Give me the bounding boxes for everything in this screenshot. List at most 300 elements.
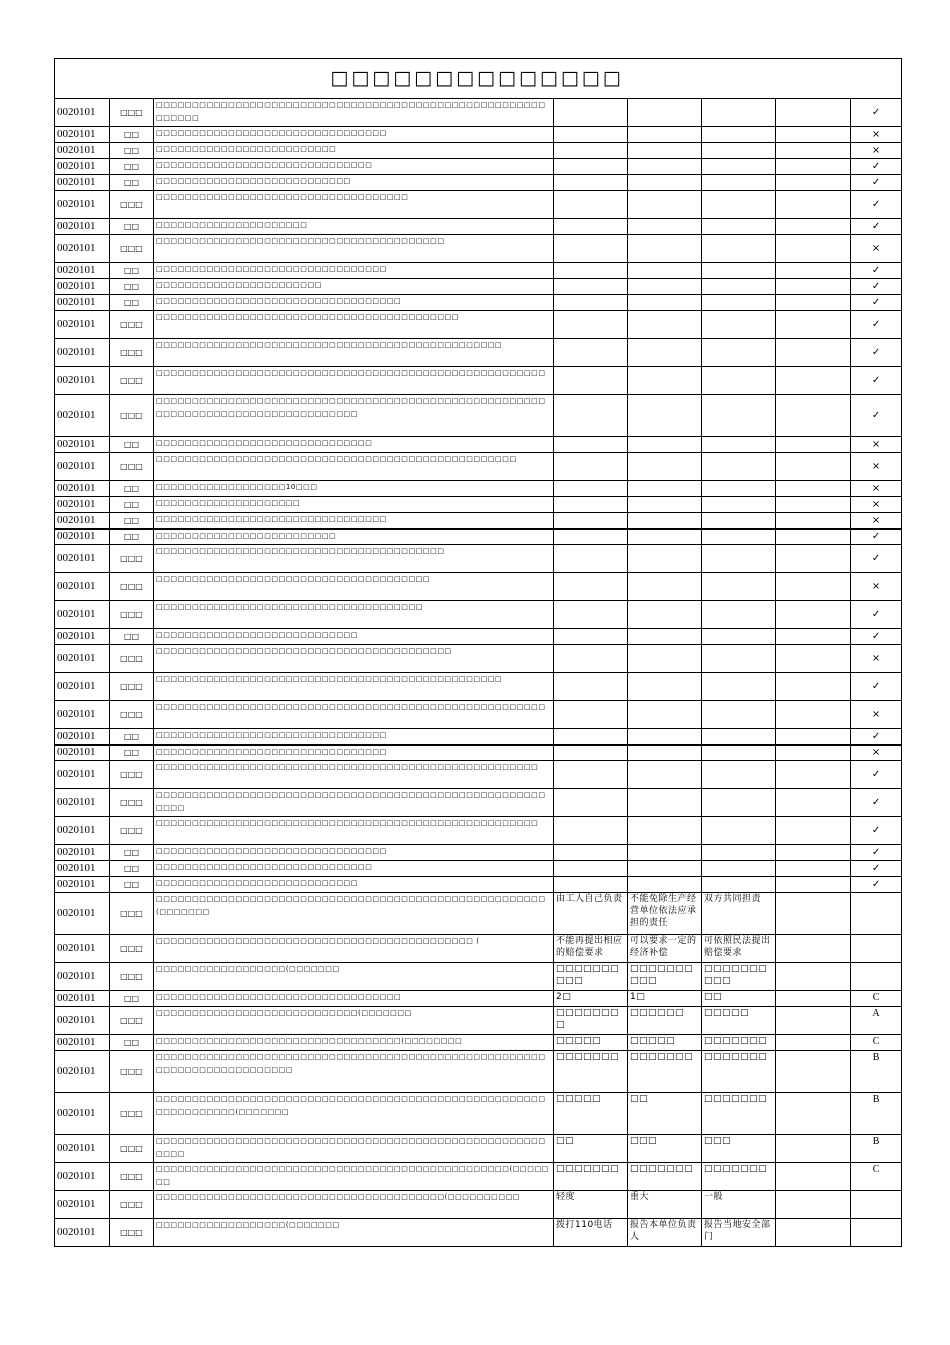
option-d: [776, 339, 851, 367]
option-d: [776, 143, 851, 159]
option-a: [554, 817, 628, 845]
question-code: 0020101: [55, 295, 110, 311]
table-row: [55, 1093, 902, 1135]
option-a: □□□□□: [554, 1035, 628, 1051]
option-b: □□□: [628, 1135, 702, 1163]
question-type: □□□: [110, 339, 154, 367]
option-a: [554, 367, 628, 395]
option-b: 1□: [628, 991, 702, 1007]
question-type: □□□: [110, 99, 154, 127]
option-c: [702, 191, 776, 219]
question-text: □□□□□□□□□□□□□□□□□□□□□□□□□□□□□□□□□□□□□□□□□□□□ (: [154, 935, 554, 963]
option-b: [628, 761, 702, 789]
option-d: [776, 861, 851, 877]
option-d: [776, 1135, 851, 1163]
answer-mark: ✓: [851, 295, 902, 311]
option-d: [776, 437, 851, 453]
option-a: [554, 395, 628, 437]
option-d: [776, 263, 851, 279]
answer-mark: B: [851, 1093, 902, 1135]
answer-mark: ×: [851, 745, 902, 761]
question-code: 0020101: [55, 1035, 110, 1051]
option-b: 可以要求一定的经济补偿: [628, 935, 702, 963]
option-b: □□: [628, 1093, 702, 1135]
question-text: □□□□□□□□□□□□□□□□□□□□□□□□□□□□□□□□□□□□□□□□□□□□□□□□□□□□□□□□□□□□: [154, 99, 554, 127]
answer-mark: ✓: [851, 367, 902, 395]
question-code: 0020101: [55, 99, 110, 127]
question-type: □□□: [110, 1051, 154, 1093]
question-type: □□□: [110, 935, 154, 963]
table-row: [55, 729, 902, 745]
table-row: [55, 845, 902, 861]
answer-mark: ✓: [851, 729, 902, 745]
option-c: [702, 529, 776, 545]
table-row: [55, 127, 902, 143]
option-b: [628, 817, 702, 845]
question-type: □□□: [110, 1163, 154, 1191]
question-type: □□□: [110, 191, 154, 219]
question-text: □□□□□□□□□□□□□□□□□□□□□□□□□□□□□□□□: [154, 729, 554, 745]
table-row: [55, 673, 902, 701]
question-code: 0020101: [55, 629, 110, 645]
option-b: [628, 645, 702, 673]
option-c: [702, 453, 776, 481]
option-a: [554, 497, 628, 513]
option-c: □□□: [702, 1135, 776, 1163]
table-row: [55, 437, 902, 453]
option-b: [628, 395, 702, 437]
option-d: [776, 963, 851, 991]
question-text: □□□□□□□□□□□□□□□□□□□□□□□□□□□□□□□□□□□□□□□□□□□□□□□□□□□□□□□□□□□□□□□□□□□□□□□□□□□□□□□□□□: [154, 395, 554, 437]
question-code: 0020101: [55, 1135, 110, 1163]
answer-mark: [851, 893, 902, 935]
answer-mark: ×: [851, 513, 902, 529]
option-c: [702, 295, 776, 311]
table-row: [55, 1051, 902, 1093]
option-c: [702, 143, 776, 159]
table-row: [55, 817, 902, 845]
table-row: [55, 481, 902, 497]
answer-mark: B: [851, 1135, 902, 1163]
option-a: [554, 159, 628, 175]
option-c: [702, 573, 776, 601]
option-c: [702, 159, 776, 175]
question-type: □□: [110, 175, 154, 191]
option-b: [628, 143, 702, 159]
option-a: 2□: [554, 991, 628, 1007]
question-code: 0020101: [55, 1163, 110, 1191]
option-a: [554, 175, 628, 191]
table-row: [55, 99, 902, 127]
question-text: □□□□□□□□□□□□□□□□□□□□□□□□□: [154, 143, 554, 159]
option-d: [776, 395, 851, 437]
option-d: [776, 1051, 851, 1093]
option-d: [776, 573, 851, 601]
question-text: □□□□□□□□□□□□□□□□□□□□□□□□□□□□□□□□□□□□□□□□□□□□□□□□□□□□□□: [154, 367, 554, 395]
question-code: 0020101: [55, 497, 110, 513]
table-row: [55, 453, 902, 481]
option-d: [776, 745, 851, 761]
option-d: [776, 295, 851, 311]
question-text: □□□□□□□□□□□□□□□□□□□□□□□□□□□□□□□□□□□□□□□□□□□□□□□□□□: [154, 453, 554, 481]
option-c: □□□□□□□□□□: [702, 963, 776, 991]
question-type: □□: [110, 219, 154, 235]
option-d: [776, 191, 851, 219]
question-code: 0020101: [55, 817, 110, 845]
option-a: [554, 295, 628, 311]
option-d: [776, 789, 851, 817]
question-text: □□□□□□□□□□□□□□□□□□□□□□□□□□□□□□□□□□□□□□□□(□□□□□□□□□□: [154, 1191, 554, 1219]
question-text: □□□□□□□□□□□□□□□□□□□□□□□□□□□□□□□□□□□□□□□□□□□□□□□□: [154, 339, 554, 367]
answer-mark: ✓: [851, 191, 902, 219]
answer-mark: ✓: [851, 877, 902, 893]
table-row: [55, 395, 902, 437]
table-row: [55, 143, 902, 159]
question-type: □□: [110, 513, 154, 529]
option-a: [554, 311, 628, 339]
option-b: [628, 513, 702, 529]
question-type: □□□: [110, 817, 154, 845]
question-text: □□□□□□□□□□□□□□□□□□□□□□□□□□□□□□□□: [154, 745, 554, 761]
option-a: 不能再提出相应的赔偿要求: [554, 935, 628, 963]
question-type: □□□: [110, 1135, 154, 1163]
option-b: [628, 339, 702, 367]
question-type: □□: [110, 529, 154, 545]
option-d: [776, 817, 851, 845]
table-row: [55, 601, 902, 629]
question-type: □□: [110, 845, 154, 861]
title-row: [55, 59, 902, 99]
option-a: [554, 481, 628, 497]
question-text: □□□□□□□□□□□□□□□□□□□□□□□□□□□□: [154, 877, 554, 893]
question-code: 0020101: [55, 861, 110, 877]
option-c: 一般: [702, 1191, 776, 1219]
option-a: [554, 701, 628, 729]
answer-mark: ✓: [851, 601, 902, 629]
question-type: □□: [110, 497, 154, 513]
option-a: [554, 789, 628, 817]
sheet-title: □□□□□□□□□□□□□□: [55, 59, 902, 99]
answer-mark: ✓: [851, 817, 902, 845]
question-code: 0020101: [55, 573, 110, 601]
option-c: [702, 629, 776, 645]
question-type: □□: [110, 279, 154, 295]
option-a: □□□□□□□: [554, 1051, 628, 1093]
option-c: [702, 219, 776, 235]
question-type: □□□: [110, 645, 154, 673]
question-type: □□□: [110, 601, 154, 629]
option-d: [776, 1219, 851, 1247]
option-c: 双方共同担责: [702, 893, 776, 935]
option-d: [776, 497, 851, 513]
question-code: 0020101: [55, 143, 110, 159]
option-b: [628, 845, 702, 861]
question-code: 0020101: [55, 311, 110, 339]
question-text: □□□□□□□□□□□□□□□□□□(□□□□□□□: [154, 963, 554, 991]
question-text: □□□□□□□□□□□□□□□□□□□□□□□□□□□□(□□□□□□□: [154, 1007, 554, 1035]
option-a: □□□□□□□: [554, 1163, 628, 1191]
question-text: □□□□□□□□□□□□□□□□□□□□□□□□□□□□□□: [154, 159, 554, 175]
answer-mark: ✓: [851, 263, 902, 279]
option-c: [702, 367, 776, 395]
question-type: □□: [110, 263, 154, 279]
question-code: 0020101: [55, 645, 110, 673]
option-d: [776, 481, 851, 497]
question-type: □□□: [110, 545, 154, 573]
option-b: [628, 191, 702, 219]
option-d: [776, 645, 851, 673]
question-type: □□: [110, 729, 154, 745]
question-text: □□□□□□□□□□□□□□□□□□□□□□□□□□□□□□□□□□□□□□□□□: [154, 645, 554, 673]
table-row: [55, 1135, 902, 1163]
option-b: [628, 295, 702, 311]
answer-mark: ✓: [851, 789, 902, 817]
option-b: [628, 437, 702, 453]
option-a: □□□□□: [554, 1093, 628, 1135]
option-b: [628, 629, 702, 645]
table-row: [55, 629, 902, 645]
option-d: [776, 1191, 851, 1219]
question-text: □□□□□□□□□□□□□□□□□□□□□□□□□: [154, 529, 554, 545]
question-code: 0020101: [55, 395, 110, 437]
table-row: [55, 159, 902, 175]
table-row: [55, 645, 902, 673]
question-code: 0020101: [55, 529, 110, 545]
option-c: □□□□□: [702, 1007, 776, 1035]
option-c: [702, 645, 776, 673]
question-text: □□□□□□□□□□□□□□□□□□□□□□□□□□□: [154, 175, 554, 191]
question-text: □□□□□□□□□□□□□□□□□□□□□: [154, 219, 554, 235]
question-code: 0020101: [55, 219, 110, 235]
question-text: □□□□□□□□□□□□□□□□□□□□□□□□□□□□□□□□□□□□□□□□□□□□□□□□□□□□□□□□□□□□□□□□□(□□□□□□□: [154, 1093, 554, 1135]
question-type: □□□: [110, 1219, 154, 1247]
question-code: 0020101: [55, 481, 110, 497]
question-text: □□□□□□□□□□□□□□□□□□□□□□□□□□□□□□□□□□□□□□□□□□□□□□□□□(□□□□□□□: [154, 1163, 554, 1191]
table-row: [55, 573, 902, 601]
option-c: □□□□□□□: [702, 1051, 776, 1093]
option-d: [776, 729, 851, 745]
question-code: 0020101: [55, 127, 110, 143]
option-b: 重大: [628, 1191, 702, 1219]
option-d: [776, 127, 851, 143]
table-row: [55, 529, 902, 545]
question-code: 0020101: [55, 159, 110, 175]
answer-mark: [851, 1219, 902, 1247]
option-a: [554, 191, 628, 219]
question-text: □□□□□□□□□□□□□□□□□□□□□□□□□□□□□□: [154, 861, 554, 877]
option-c: [702, 311, 776, 339]
option-b: □□□□□□□□□□: [628, 963, 702, 991]
table-row: [55, 513, 902, 529]
option-c: [702, 601, 776, 629]
question-type: □□□: [110, 963, 154, 991]
option-c: [702, 481, 776, 497]
option-d: [776, 529, 851, 545]
question-text: □□□□□□□□□□□□□□□□□□□□□□□□□□□□□□□□□□□□□□□□□□□□□□□□□□□□□: [154, 817, 554, 845]
question-code: 0020101: [55, 1051, 110, 1093]
option-b: □□□□□□□: [628, 1163, 702, 1191]
answer-mark: ×: [851, 437, 902, 453]
table-row: [55, 263, 902, 279]
table-row: [55, 1035, 902, 1051]
option-b: [628, 877, 702, 893]
option-d: [776, 1035, 851, 1051]
question-code: 0020101: [55, 279, 110, 295]
question-text: □□□□□□□□□□□□□□□□□□□□□□□□□□□□□□□□□□□□□□□□: [154, 235, 554, 263]
option-d: [776, 235, 851, 263]
question-text: □□□□□□□□□□□□□□□□□□□□□□□□□□□□□□□□: [154, 127, 554, 143]
question-type: □□□: [110, 701, 154, 729]
option-c: [702, 235, 776, 263]
answer-mark: ×: [851, 481, 902, 497]
option-c: [702, 673, 776, 701]
option-a: [554, 279, 628, 295]
table-row: [55, 235, 902, 263]
answer-mark: C: [851, 991, 902, 1007]
question-code: 0020101: [55, 545, 110, 573]
table-row: [55, 545, 902, 573]
answer-mark: ✓: [851, 545, 902, 573]
question-code: 0020101: [55, 893, 110, 935]
table-row: [55, 761, 902, 789]
question-text: □□□□□□□□□□□□□□□□□□□□□□□□□□□□□□□□□□□□□: [154, 601, 554, 629]
option-b: [628, 159, 702, 175]
answer-mark: ×: [851, 127, 902, 143]
question-text: □□□□□□□□□□□□□□□□□□□□□□□□□□□□□□□□□□□□□□□□□□□□□□□□□□□□□□: [154, 701, 554, 729]
question-type: □□□: [110, 367, 154, 395]
question-text: □□□□□□□□□□□□□□□□□□□□□□□□□□□□□□□□: [154, 845, 554, 861]
option-b: [628, 235, 702, 263]
question-code: 0020101: [55, 191, 110, 219]
table-row: [55, 861, 902, 877]
option-b: [628, 127, 702, 143]
option-b: [628, 99, 702, 127]
option-c: 可依照民法提出赔偿要求: [702, 935, 776, 963]
table-row: [55, 877, 902, 893]
option-a: [554, 263, 628, 279]
option-a: □□: [554, 1135, 628, 1163]
question-text: □□□□□□□□□□□□□□□□□□□□□□□□□□□□□□□□□□□□□□□□□□□□□□□□□□□□□□□□□□: [154, 1135, 554, 1163]
option-d: [776, 219, 851, 235]
question-code: 0020101: [55, 367, 110, 395]
option-a: [554, 545, 628, 573]
table-row: [55, 311, 902, 339]
table-row: [55, 789, 902, 817]
table-row: [55, 339, 902, 367]
option-a: 轻度: [554, 1191, 628, 1219]
option-c: [702, 263, 776, 279]
question-text: □□□□□□□□□□□□□□□□□□□□□□□□□□□□□□□□□□□□□□□□□□□□□□□□□□□□□: [154, 761, 554, 789]
question-text: □□□□□□□□□□□□□□□□□□□□□□□□□□□□□□: [154, 437, 554, 453]
option-d: [776, 545, 851, 573]
option-a: □□□□□□□□□□: [554, 963, 628, 991]
answer-mark: ×: [851, 235, 902, 263]
question-text: □□□□□□□□□□□□□□□□□□□□□□□□□□□□□□□□□□: [154, 991, 554, 1007]
option-c: [702, 279, 776, 295]
table-row: [55, 295, 902, 311]
answer-mark: [851, 935, 902, 963]
question-type: □□□: [110, 789, 154, 817]
option-d: [776, 991, 851, 1007]
question-code: 0020101: [55, 701, 110, 729]
question-code: 0020101: [55, 453, 110, 481]
option-a: [554, 453, 628, 481]
option-c: [702, 845, 776, 861]
question-type: □□: [110, 127, 154, 143]
answer-mark: [851, 963, 902, 991]
question-text: □□□□□□□□□□□□□□□□□□□□□□□□□□□□□□□□□□□□□□: [154, 573, 554, 601]
option-a: [554, 219, 628, 235]
answer-mark: ×: [851, 645, 902, 673]
option-c: [702, 789, 776, 817]
question-code: 0020101: [55, 513, 110, 529]
question-text: □□□□□□□□□□□□□□□□□□□□□□□: [154, 279, 554, 295]
option-c: [702, 877, 776, 893]
question-type: □□□: [110, 761, 154, 789]
question-code: 0020101: [55, 601, 110, 629]
question-text: □□□□□□□□□□□□□□□□□□□□□□□□□□□□□□□□□□□□□□□□□□□□□□□□: [154, 673, 554, 701]
question-text: □□□□□□□□□□□□□□□□□□□□□□□□□□□□□□□□□□□: [154, 191, 554, 219]
option-b: [628, 573, 702, 601]
question-text: □□□□□□□□□□□□□□□□□□□□□□□□□□□□□□□□□□□□□□□□: [154, 545, 554, 573]
option-b: [628, 601, 702, 629]
answer-mark: C: [851, 1163, 902, 1191]
option-c: [702, 861, 776, 877]
question-type: □□: [110, 143, 154, 159]
question-type: □□□: [110, 893, 154, 935]
option-c: [702, 513, 776, 529]
question-type: □□□: [110, 1093, 154, 1135]
option-a: 由工人自己负责: [554, 893, 628, 935]
option-d: [776, 311, 851, 339]
option-a: [554, 573, 628, 601]
table-row: [55, 219, 902, 235]
question-code: 0020101: [55, 729, 110, 745]
option-c: [702, 395, 776, 437]
question-code: 0020101: [55, 1007, 110, 1035]
question-code: 0020101: [55, 175, 110, 191]
option-c: □□□□□□□: [702, 1163, 776, 1191]
option-a: [554, 529, 628, 545]
question-type: □□□: [110, 453, 154, 481]
table-row: [55, 279, 902, 295]
option-c: □□□□□□□: [702, 1093, 776, 1135]
table-row: [55, 367, 902, 395]
table-row: [55, 1191, 902, 1219]
question-code: 0020101: [55, 235, 110, 263]
option-d: [776, 935, 851, 963]
question-code: 0020101: [55, 1093, 110, 1135]
option-b: [628, 453, 702, 481]
answer-mark: ×: [851, 143, 902, 159]
option-b: [628, 861, 702, 877]
question-type: □□: [110, 991, 154, 1007]
question-code: 0020101: [55, 935, 110, 963]
option-b: [628, 545, 702, 573]
question-code: 0020101: [55, 789, 110, 817]
question-code: 0020101: [55, 991, 110, 1007]
question-type: □□□: [110, 1191, 154, 1219]
option-a: [554, 513, 628, 529]
answer-mark: ✓: [851, 99, 902, 127]
option-d: [776, 513, 851, 529]
question-text: □□□□□□□□□□□□□□□□□□10□□□: [154, 481, 554, 497]
table-row: [55, 497, 902, 513]
question-code: 0020101: [55, 845, 110, 861]
question-code: 0020101: [55, 673, 110, 701]
answer-mark: ×: [851, 453, 902, 481]
table-row: [55, 701, 902, 729]
